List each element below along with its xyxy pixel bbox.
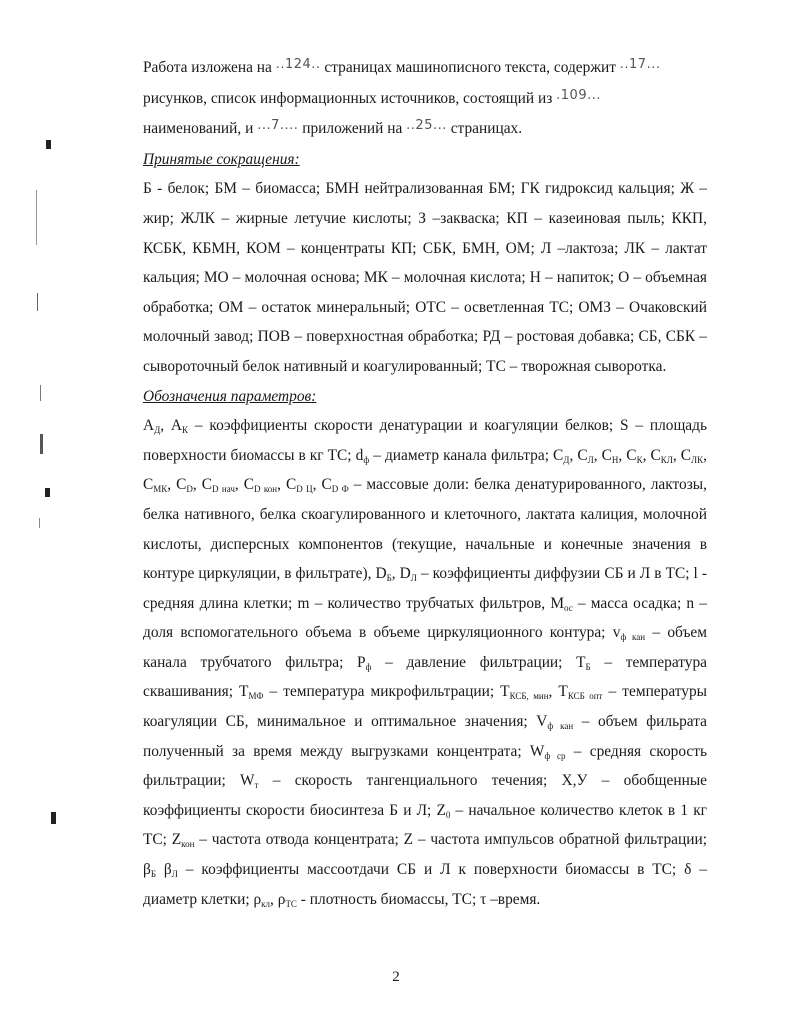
intro-text: наименований, и: [143, 120, 258, 138]
handwritten-appendix-pages: ..25...: [406, 118, 447, 134]
scan-mark: [36, 190, 37, 245]
handwritten-appendices: ...7....: [257, 118, 299, 134]
body-text: [143, 53, 707, 914]
intro-line-1: [143, 53, 707, 84]
scan-mark: [39, 518, 40, 528]
handwritten-sources: .109...: [556, 87, 601, 103]
scan-mark: [37, 293, 38, 311]
parameters-heading: Обозначения параметров:: [143, 387, 317, 405]
handwritten-figures: ..17...: [619, 57, 661, 72]
handwritten-pages: ..124..: [275, 57, 321, 72]
page-number: 2: [392, 969, 400, 985]
intro-line-3: [143, 114, 707, 145]
intro-text: рисунков, список информационных источников, состоящий из: [143, 89, 557, 107]
intro-text: приложений на: [298, 120, 407, 138]
abbreviations-text: Б - белок; БМ – биомасса; БМН нейтрализованная БМ; ГК гидроксид кальция; Ж – жир; ЖЛК – жирные летучие кислоты; З –закваска; КП – казеиновая пыль; ККП, КСБК, КБМН, КОМ – концентраты КП; СБК, БМН, ОМ; Л –лактоза; ЛК – лактат кальция; МО – молочная основа; МК – молочная кислота; Н – напиток; О – объемная обработка; ОМ – остаток минеральный; ОТС – осветленная ТС; ОМЗ – Очаковский молочный завод; ПОВ – поверхностная обработка; РД – ростовая добавка; СБ, СБК – сывороточный белок нативный и коагулированный; ТС – творожная сыворотка.: [143, 180, 707, 375]
intro-text: Работа изложена на: [143, 59, 276, 76]
scan-mark: [40, 385, 41, 401]
intro-text: страницах.: [446, 120, 523, 138]
scan-mark: [51, 812, 56, 824]
intro-line-2: [143, 84, 707, 115]
abbreviations-heading: Принятые сокращения:: [143, 150, 300, 168]
intro-text: страницах машинописного текста, содержит: [320, 59, 620, 76]
scan-mark: [45, 488, 50, 497]
parameters-text: $А_Д$, $А_К$ – коэффициенты скорости денатурации и коагуляции белков; S – площадь поверхности биомассы в кг ТС; $d_ф$ – диаметр канала фильтра; $С_Д$, $С_Л$, $С_Н$, $С_К$, $С_{КЛ}$, $С_{ЛК}$, $С_{МК}$, $С_D$, $С_{D нач}$, $С_{D кон}$, $С_{D Ц}$, $С_{D Ф}$ – массовые доли: белка денатурированного, лактозы, белка нативного, белка скоагулированного и клеточного, лактата калиция, молочной кислоты, дисперсных компонентов (текущие, начальные и конечные значения в контуре циркуляции, в фильтрате), $D_Б$, $D_Л$ – коэффициенты диффузии СБ и Л в ТС; l - средняя длина клетки; m – количество трубчатых фильтров, $М_{ос}$ – масса осадка; n – доля вспомогательного объема в объеме циркуляционного контура; $v_{ф кан}$ – объем канала трубчатого фильтра; $Р_ф$ – давление фильтрации; $Т_Б$ – температура сквашивания; $Т_{МФ}$ – температура микрофильтрации; $Т_{КСБ, мин}$, $Т_{КСБ опт}$ – температуры коагуляции СБ, минимальное и оптимальное значения; $V_{ф кан}$ – объем фильрата полученный за время между выгрузками концентрата; $W_{ф ср}$ – средняя скорость фильтрации; $W_т$ – скорость тангенциального течения; Х,У – обобщенные коэффициенты скорости биосинтеза Б и Л; $Z_0$ – начальное количество клеток в 1 кг ТС; $Z_{кон}$ – частота отвода концентрата; Z – частота импульсов обратной фильтрации; $\beta_Б$ $\beta_Л$ – коэффициенты массоотдачи СБ и Л к поверхности биомассы в ТС; δ – диаметр клетки; $\rho_{кл}$, $\rho_{ТС}$ - плотность биомассы, ТС; τ –время.: [143, 417, 708, 909]
scan-mark: [40, 434, 43, 454]
scan-mark: [46, 140, 51, 149]
